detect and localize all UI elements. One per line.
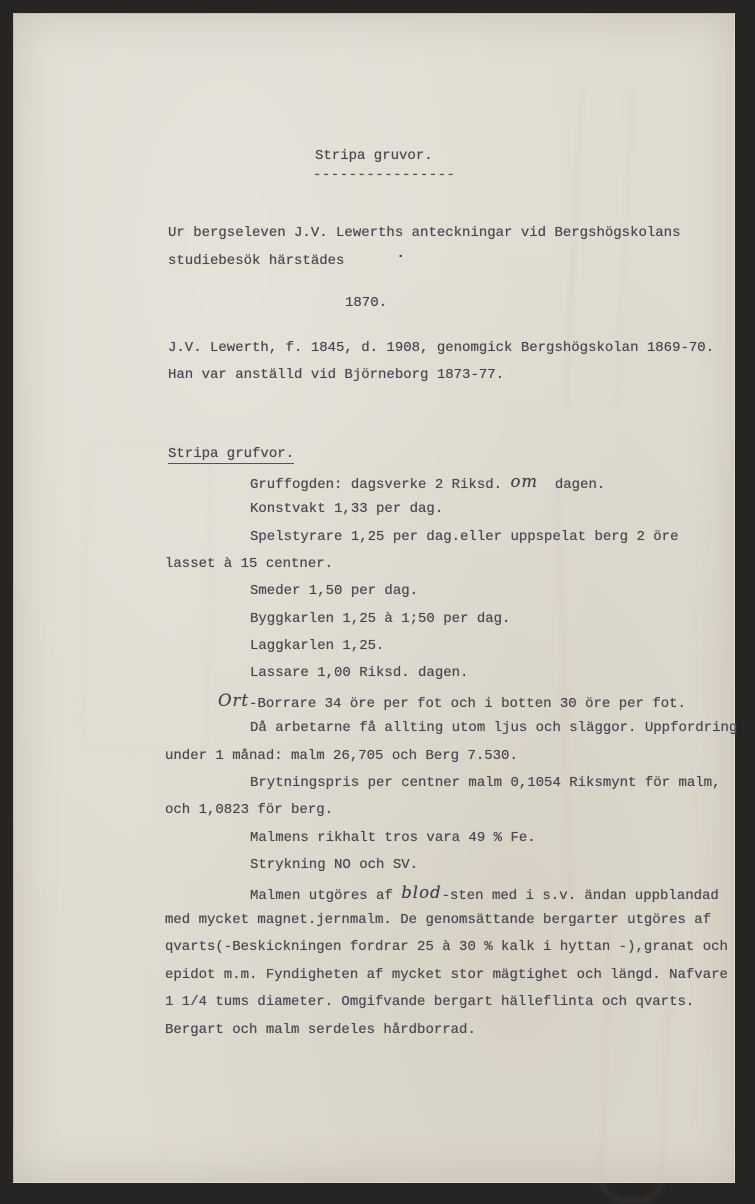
- typed-text: Brytningspris per centner malm 0,1054 Riksmynt för malm,: [250, 775, 721, 792]
- typed-text: Bergart och malm serdeles hårdborrad.: [165, 1021, 476, 1038]
- text-line: [218, 688, 735, 715]
- bio-line-1: J.V. Lewerth, f. 1845, d. 1908, genomgick Bergshögskolan 1869-70.: [168, 339, 715, 356]
- typed-text: Konstvakt 1,33 per dag.: [250, 501, 444, 518]
- typewritten-content: [13, 143, 738, 1044]
- text-line: [165, 934, 735, 961]
- stray-typed-dot: .: [396, 245, 405, 262]
- typed-text: epidot m.m. Fyndigheten af mycket stor mägtighet och längd. Nafvare: [165, 966, 728, 983]
- typed-text: Gruffogden: dagsverke 2 Riksd.: [250, 476, 511, 493]
- typed-text: under 1 månad: malm 26,705 och Berg 7.530.: [165, 747, 518, 764]
- document-title: Stripa gruvor.: [315, 148, 433, 164]
- bio-line-2: Han var anställd vid Björneborg 1873-77.: [168, 366, 505, 383]
- text-line: [165, 797, 735, 824]
- typed-text: Lassare 1,00 Riksd. dagen.: [250, 665, 469, 682]
- text-line: [250, 496, 735, 523]
- typed-text: -Borrare 34 öre per fot och i botten 30 öre per fot.: [249, 695, 686, 712]
- typed-text: Smeder 1,50 per dag.: [250, 583, 419, 600]
- text-line: [165, 962, 735, 989]
- typed-text: Byggkarlen 1,25 à 1;50 per dag.: [250, 610, 511, 627]
- handwritten-annotation: blod: [401, 882, 442, 902]
- text-line: [250, 469, 735, 496]
- text-line: [250, 660, 735, 687]
- typed-text: Malmen utgöres af: [250, 887, 402, 904]
- text-line: [250, 606, 735, 633]
- document-year: 1870.: [345, 295, 388, 312]
- typed-text: Strykning NO och SV.: [250, 857, 419, 874]
- text-line: [250, 852, 735, 879]
- paper-sheet: [13, 13, 738, 1183]
- typed-text: Spelstyrare 1,25 per dag.eller uppspelat berg 2 öre: [250, 528, 679, 545]
- byline-text: studiebesök härstädes: [168, 252, 345, 269]
- text-line: [165, 1017, 735, 1044]
- typed-text: Laggkarlen 1,25.: [250, 638, 385, 655]
- handwritten-annotation: Ort: [218, 690, 250, 710]
- byline-line-1: Ur bergseleven J.V. Lewerths anteckningar vid Bergshögskolans: [168, 225, 681, 242]
- text-line: [250, 524, 735, 551]
- text-line: [165, 551, 735, 578]
- text-line: [250, 578, 735, 605]
- byline-line-2: [168, 245, 735, 275]
- typed-text: 1 1/4 tums diameter. Omgifvande bergart hälleflinta och qvarts.: [165, 994, 695, 1011]
- text-line: [165, 907, 735, 934]
- typed-text: med mycket magnet.jernmalm. De genomsättande bergarter utgöres af: [165, 911, 712, 928]
- body-lines: [13, 469, 738, 1044]
- text-line: [250, 633, 735, 660]
- text-line: [165, 743, 735, 770]
- typed-text: lasset à 15 centner.: [165, 555, 334, 572]
- typed-text: Då arbetarne få allting utom ljus och släggor. Uppfordring: [250, 720, 738, 737]
- handwritten-annotation: om: [510, 471, 539, 491]
- typed-text: qvarts(-Beskickningen fordrar 25 à 30 % kalk i hyttan -),granat och: [165, 939, 728, 956]
- typed-text: och 1,0823 för berg.: [165, 802, 334, 819]
- text-line: [250, 770, 735, 797]
- typed-text: dagen.: [538, 476, 606, 493]
- section-heading-text: Stripa grufvor.: [168, 446, 295, 463]
- section-heading: [168, 441, 735, 468]
- typed-text: -sten med i s.v. ändan uppblandad: [441, 887, 719, 904]
- title-underline: ----------------: [313, 167, 456, 184]
- typed-text: Malmens rikhalt tros vara 49 % Fe.: [250, 829, 536, 846]
- text-line: [250, 715, 738, 742]
- text-line: [165, 989, 735, 1016]
- text-line: [250, 880, 735, 907]
- text-line: [250, 825, 735, 852]
